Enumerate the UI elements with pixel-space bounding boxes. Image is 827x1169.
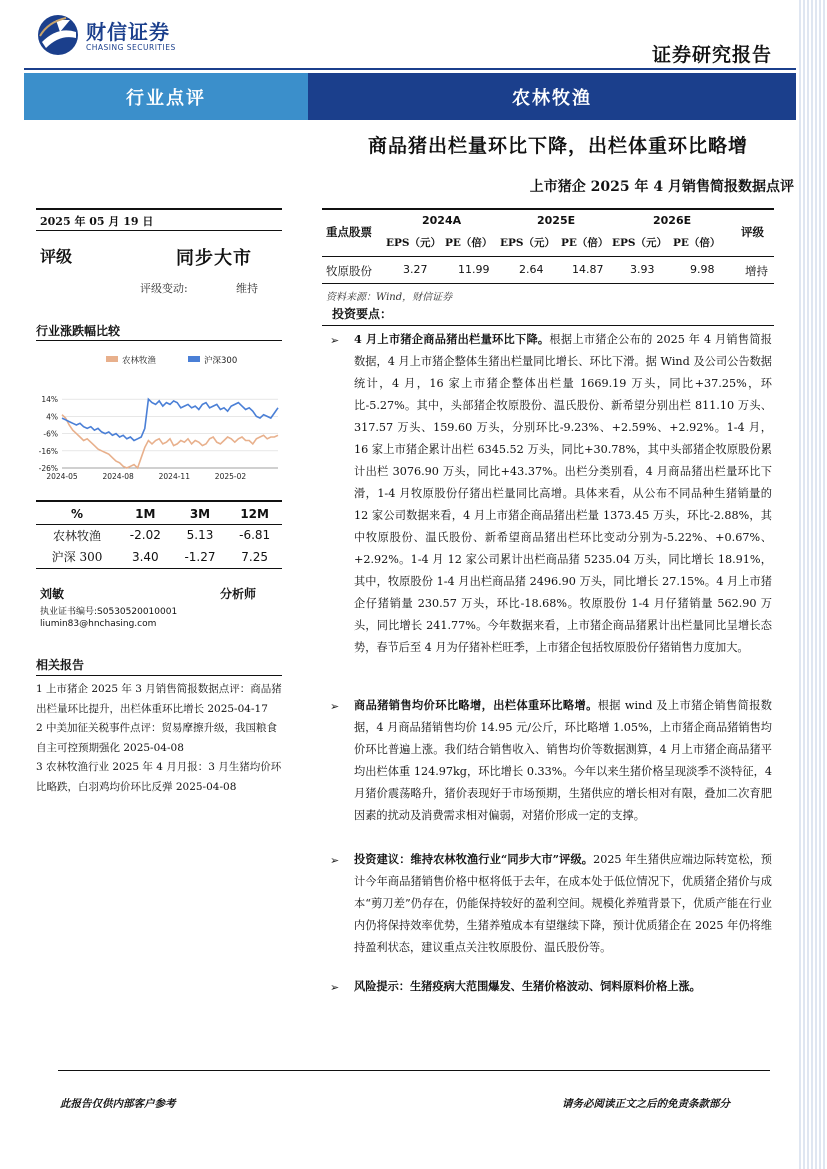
perf-cell: 5.13 [186,528,214,543]
paragraph-3-lead: 投资建议：维持农林牧渔行业“同步大市”评级。 [354,852,594,866]
perf-cell: 7.25 [241,549,269,564]
series-line [62,415,278,468]
paragraph-1-lead: 4 月上市猪企商品猪出栏量环比下降。 [354,332,550,346]
logo-subtext: CHASING SECURITIES [86,43,176,52]
stock-col-key: 重点股票 [326,225,372,239]
series-line [62,399,278,440]
performance-chart-svg [30,350,282,488]
stock-name: 牧原股份 [326,264,372,278]
stock-year-2026: 2026E [653,214,692,227]
analyst-cert: 执业证书编号:S0530520010001 [40,607,178,617]
stock-year-2025: 2025E [537,214,576,227]
points-rule [322,325,774,326]
legend-label: 沪深300 [204,356,238,366]
stock-col-rating: 评级 [741,225,764,239]
perf-header-cell: % [70,506,84,521]
stock-sub-header: PE（倍） [445,237,493,249]
rating-change-label: 评级变动: [140,282,188,295]
report-title: 商品猪出栏量环比下降，出栏体重环比略增 [367,135,748,157]
list-item[interactable]: 2 中美加征关税事件点评：贸易摩擦升级，我国粮食自主可控预期强化 2025-04-08 [36,722,278,754]
perf-header-cell: 3M [189,506,211,521]
related-list [36,680,282,797]
rating-value: 同步大市 [176,248,252,269]
arrow-bullet-icon: ➢ [330,334,340,347]
logo-text: 财信证券 [86,20,170,44]
perf-table-header [36,504,282,524]
footer-right: 请务必阅读正文之后的免责条款部分 [562,1098,730,1110]
stock-sub-header: EPS（元） [612,237,667,249]
stock-cell: 2.64 [519,263,544,276]
perf-cell: -6.81 [239,528,271,543]
y-tick-label: 4% [46,412,58,422]
y-tick-label: -26% [38,464,58,473]
left-top-rule [36,208,282,210]
perf-cell: 农林牧渔 [52,528,101,543]
paragraph-2-lead: 商品猪销售均价环比略增，出栏体重环比略增。 [354,698,598,712]
paragraph-2 [354,694,772,848]
report-type: 证券研究报告 [652,44,773,66]
points-title: 投资要点： [332,307,393,321]
stock-cell: 3.27 [403,263,428,276]
paragraph-3-text: 2025 年生猪供应端边际转宽松，预计今年商品猪销售价格中枢将低于去年，在成本处于低位情况下，优质猪企猪价与成本“剪刀差”仍存在，仍能保持较好的盈利空间。规模化养殖背景下，优质产能在行业内仍将保持效率优势，生猪养殖成本有望继续下降，预计优质猪企在 2025 年仍将维持盈利状态，建议重点关注牧原股份、温氏股份等。 [354,853,772,954]
perf-header-cell: 12M [240,506,269,521]
stock-source: 资料来源：Wind，财信证券 [326,292,453,303]
stock-year-2024: 2024A [422,214,462,227]
footer-rule [58,1070,770,1071]
y-tick-label: -16% [38,446,58,456]
stock-cell: 9.98 [690,263,715,276]
list-item[interactable]: 1 上市猪企 2025 年 3 月销售简报数据点评：商品猪出栏量环比提升，出栏体重环比增长 2025-04-17 [36,683,282,715]
paragraph-2-text: 根据 wind 及上市猪企销售简报数据，4 月商品猪销售均价 14.95 元/公斤，环比略增 1.05%，上市猪企商品猪销售均价环比普遍上涨。我们结合销售收入、销售均价等数据测算，4 月上市猪企商品猪平均出栏体重 124.97kg，环比增长 0.33%。今年以来生猪价格呈现淡季不淡特征，4 月猪价震荡略升，猪价表现好于市场预期，生猪供应的增长相对有限，叠加二次育肥因素的扰动及消费需求相对偏弱，对猪价形成一定的支撑。 [354,699,772,822]
legend-label: 农林牧渔 [122,356,157,366]
performance-chart [30,350,282,488]
report-subtitle: 上市猪企 2025 年 4 月销售简报数据点评 [529,179,794,195]
perf-title-rule [36,340,282,341]
date-rule [36,230,282,231]
footer-left: 此报告仅供内部客户参考 [60,1098,176,1110]
perf-table-top-rule [36,500,282,502]
table-row [36,546,282,568]
perf-cell: 沪深 300 [51,550,103,565]
related-title: 相关报告 [36,658,85,672]
paragraph-1 [354,328,772,694]
stock-sub-header: EPS（元） [500,237,555,249]
stock-cell: 11.99 [458,263,490,276]
stock-rating: 增持 [745,264,768,278]
arrow-bullet-icon: ➢ [330,854,340,867]
perf-table [36,504,282,569]
arrow-bullet-icon: ➢ [330,700,340,713]
company-logo-icon [36,12,80,58]
rating-label: 评级 [40,247,73,266]
stock-cell: 3.93 [630,263,655,276]
report-date: 2025 年 05 月 19 日 [40,215,154,228]
x-tick-label: 2025-02 [214,472,247,481]
header-rule [24,68,796,70]
analyst-email: liumin83@hnchasing.com [40,619,157,629]
arrow-bullet-icon: ➢ [330,981,340,994]
x-tick-label: 2024-05 [46,472,78,481]
paragraph-1-text: 根据上市猪企公布的 2025 年 4 月销售简报数据，4 月上市猪企整体生猪出栏量同比增长、环比下滑。据 Wind 及公司公告数据统计，4 月，16 家上市猪企整体出栏量 1669.19 万头，同比+37.25%，环比-5.27%。其中，头部猪企牧原股份、温氏股份、新希望分别出栏 811.10 万头、317.57 万头、159.60 万头，分别环比-9.23%、+2.59%、+2.92%。1-4 月，16 家上市猪企累计出栏 6345.52 万头，同比+30.78%，其中头部猪企牧原股份累计出栏 3076.90 万头，同比+43.37%。出栏分类别看，4 月商品猪出栏量环比下滑，1-4 月牧原股份仔猪出栏量同比高增。具体来看，从公布不同品种生猪销量的 12 家公司数据来看，4 月上市猪企商品猪出栏量 1373.45 万头，环比-2.88%，其中牧原股份、温氏股份、新希望商品猪出栏环比变动分别为-5.22%、+0.67%、+2.92%。1-4 月 12 家公司累计出栏商品猪 5235.04 万头，同比增长 18.91%，其中，牧原股份 1-4 月出栏商品猪 2496.90 万头，同比增长 27.15%。4 月上市猪企仔猪销量 230.57 万头，环比-18.68%。牧原股份 1-4 月仔猪销量 562.90 万头，同比增长 241.77%。今年数据来看，上市猪企商品猪累计出栏量同比呈增长态势，春节后至 4 月为仔猪补栏旺季，上市猪企包括牧原股份仔猪销售力度加大。 [354,333,772,654]
rating-change-value: 维持 [236,282,258,295]
stock-sub-header: EPS（元） [386,237,441,249]
paragraph-4: 风险提示：生猪疫病大范围爆发、生猪价格波动、饲料原料价格上涨。 [354,979,701,993]
bar-industry-comment: 行业点评 [24,73,308,120]
perf-cell: 3.40 [131,549,159,564]
bar-sector: 农林牧渔 [308,73,796,120]
x-tick-label: 2024-08 [102,472,134,481]
stock-cell: 14.87 [572,263,604,276]
decorative-stripe [799,0,827,1169]
stock-sub-header: PE（倍） [673,237,721,249]
perf-cell: -2.02 [129,528,161,543]
analyst-title: 分析师 [220,587,257,601]
legend-swatch [188,356,200,362]
stock-table-top-rule [322,208,774,210]
perf-cell: -1.27 [184,549,216,564]
analyst-name: 刘敏 [40,587,65,601]
y-tick-label: -6% [43,429,58,439]
stock-table-bottom-rule [322,283,774,284]
perf-header-cell: 1M [135,506,156,521]
stock-table-mid-rule [322,256,774,257]
x-tick-label: 2024-11 [158,472,190,481]
list-item[interactable]: 3 农林牧渔行业 2025 年 4 月月报：3 月生猪均价环比略跌，白羽鸡均价环比反弹 2025-04-08 [36,761,282,793]
paragraph-3 [354,848,772,980]
related-rule [36,675,282,676]
legend-swatch [106,356,118,362]
table-row [36,524,282,546]
perf-title: 行业涨跌幅比较 [36,324,121,338]
stock-sub-header: PE（倍） [561,237,609,249]
y-tick-label: 14% [41,395,58,405]
